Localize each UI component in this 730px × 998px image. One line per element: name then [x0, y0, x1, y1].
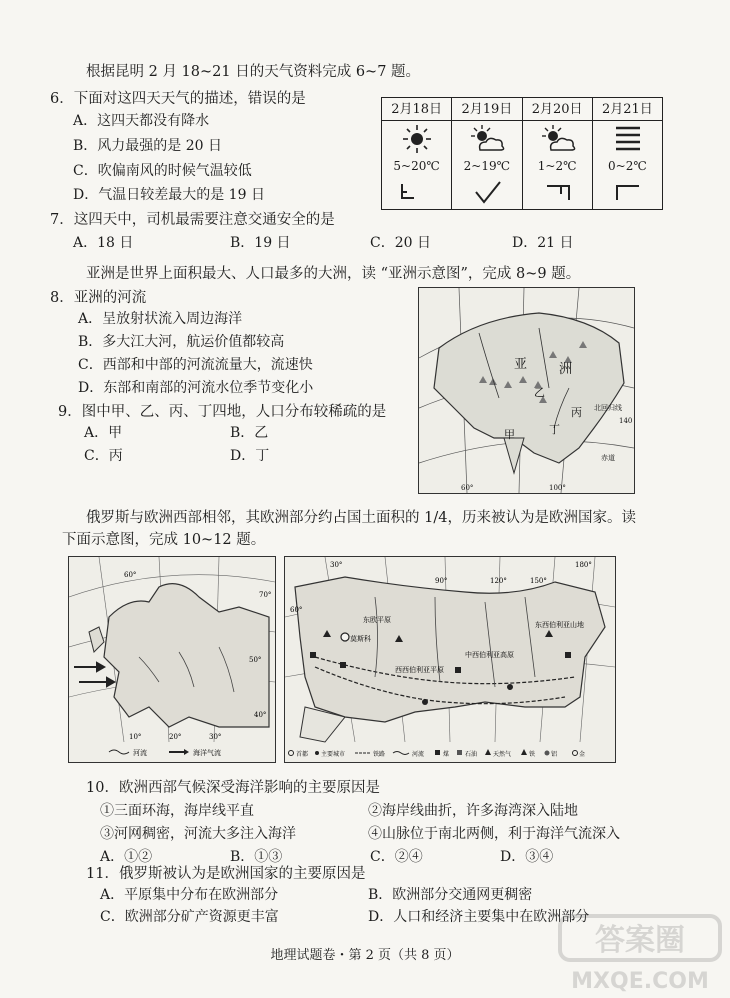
q10-option-d: D．③④: [500, 849, 554, 865]
sun-cloud-icon: [452, 122, 521, 156]
q6-option-b: B．风力最强的是 20 日: [73, 138, 223, 154]
q10-item-1: ①三面环海，海岸线平直: [100, 803, 254, 819]
weather-day-4: [592, 98, 662, 209]
q10-item-4: ④山脉位于南北两侧，利于海洋气流深入: [368, 826, 620, 842]
intro-6-7: 根据昆明 2 月 18~21 日的天气资料完成 6~7 题。: [86, 64, 421, 80]
russia-label-range: 东西伯利亚山地: [535, 621, 584, 629]
europe-map: [68, 556, 276, 763]
weather-table: [381, 97, 663, 210]
weather-day-3: [522, 98, 592, 209]
weather-date: 2月19日: [452, 100, 521, 121]
q6-stem: 6．下面对这四天天气的描述，错误的是: [50, 91, 306, 107]
q10-option-c: C．②④: [370, 849, 423, 865]
legend-rail: 铁路: [373, 751, 386, 758]
q11-option-a: A．平原集中分布在欧洲部分: [100, 887, 279, 903]
weather-day-2: [451, 98, 521, 209]
q10-item-2: ②海岸线曲折，许多海湾深入陆地: [368, 803, 578, 819]
wind-barb-icon: [382, 178, 451, 206]
legend-capital: 首都: [296, 751, 309, 758]
weather-date: 2月20日: [523, 100, 592, 121]
legend-oil: 石油: [465, 751, 478, 758]
q9-option-a: A．甲: [84, 425, 123, 441]
q7-option-a: A．18 日: [73, 235, 134, 251]
legend-river: 河流: [412, 751, 425, 758]
svg-text:MXQE.COM: MXQE.COM: [571, 969, 709, 994]
q10-stem: 10．欧洲西部气候深受海洋影响的主要原因是: [86, 780, 380, 796]
weather-temp: 1~2℃: [537, 159, 577, 173]
asia-label-yi: 乙: [534, 386, 545, 399]
q11-stem: 11．俄罗斯被认为是欧洲国家的主要原因是: [86, 866, 366, 882]
russia-legend: [289, 749, 586, 758]
q10-option-b: B．①③: [230, 849, 283, 865]
q7-stem: 7．这四天中，司机最需要注意交通安全的是: [50, 212, 335, 228]
watermark-logo: [556, 910, 726, 994]
q10-item-3: ③河网稠密，河流大多注入海洋: [100, 826, 296, 842]
russia-label-plateau: 中西伯利亚高原: [465, 651, 514, 659]
europe-tick-20: 20°: [169, 733, 182, 741]
russia-tick-150: 150°: [530, 577, 547, 585]
overcast-icon: [593, 122, 662, 156]
weather-temp: 2~19℃: [463, 159, 511, 173]
russia-tick-120: 120°: [490, 577, 507, 585]
asia-label-bing: 丙: [571, 406, 582, 419]
moscow-capital-icon: [341, 633, 349, 641]
europe-legend: [109, 748, 221, 757]
sun-cloud-icon: [523, 122, 592, 156]
asia-label-equator: 赤道: [601, 454, 615, 462]
asia-tick-100: 100°: [549, 484, 566, 492]
page-footer: 地理试题卷・第 2 页（共 8 页）: [270, 948, 460, 963]
q8-option-a: A．呈放射状流入周边海洋: [78, 311, 243, 327]
europe-tick-10: 10°: [129, 733, 142, 741]
russia-tick-60: 60°: [290, 606, 303, 614]
europe-tick-30: 30°: [209, 733, 222, 741]
q8-stem: 8．亚洲的河流: [50, 290, 147, 306]
weather-temp: 5~20℃: [393, 159, 440, 173]
weather-temp: 0~2℃: [608, 159, 647, 173]
q9-stem: 9．图中甲、乙、丙、丁四地，人口分布较稀疏的是: [58, 404, 387, 420]
q8-option-d: D．东部和南部的河流水位季节变化小: [78, 380, 314, 396]
q10-option-a: A．①②: [100, 849, 153, 865]
sunny-icon: [382, 122, 451, 156]
legend-river: 河流: [133, 749, 147, 757]
weather-date: 2月18日: [382, 100, 451, 121]
asia-map: [418, 287, 635, 494]
russia-label-plain2: 西西伯利亚平原: [395, 666, 444, 674]
asia-label-tropic: 北回归线: [594, 404, 622, 412]
q11-option-b: B．欧洲部分交通网更稠密: [368, 887, 533, 903]
asia-label-ding: 丁: [549, 423, 560, 436]
legend-city: 主要城市: [321, 751, 346, 758]
asia-label-zhou: 洲: [559, 362, 573, 377]
asia-tick-140: 140: [619, 417, 633, 425]
russia-tick-90: 90°: [435, 577, 448, 585]
asia-label-jia: 甲: [504, 428, 515, 441]
q7-option-b: B．19 日: [230, 235, 291, 251]
q8-option-c: C．西部和中部的河流流量大，流速快: [78, 357, 313, 373]
q11-option-d: D．人口和经济主要集中在欧洲部分: [368, 909, 590, 925]
russia-tick-180: 180°: [575, 561, 592, 569]
asia-label-ya: 亚: [514, 357, 528, 372]
wind-barb-icon: [523, 178, 592, 206]
asia-tick-60: 60°: [461, 484, 474, 492]
q7-option-c: C．20 日: [370, 235, 431, 251]
q9-option-b: B．乙: [230, 425, 269, 441]
wind-barb-icon: [452, 178, 521, 206]
russia-label-plain1: 东欧平原: [363, 616, 391, 624]
legend-iron: 铁: [529, 751, 536, 758]
intro-8-9: 亚洲是世界上面积最大、人口最多的大洲，读 “亚洲示意图”，完成 8~9 题。: [86, 266, 581, 282]
legend-wind: 海洋气流: [193, 749, 221, 757]
europe-tick-40: 40°: [254, 711, 267, 719]
europe-tick-50: 50°: [249, 656, 262, 664]
q9-option-c: C．丙: [84, 448, 123, 464]
q6-option-d: D．气温日较差最大的是 19 日: [73, 187, 265, 203]
q6-option-c: C．吹偏南风的时候气温较低: [73, 163, 252, 179]
russia-tick-30: 30°: [330, 561, 343, 569]
q8-option-b: B．多大江大河，航运价值都较高: [78, 334, 285, 350]
legend-coal: 煤: [443, 751, 450, 758]
weather-date: 2月21日: [593, 100, 662, 121]
q9-option-d: D．丁: [230, 448, 270, 464]
europe-tick-70: 70°: [259, 591, 272, 599]
legend-gas: 天然气: [493, 751, 512, 758]
q11-option-c: C．欧洲部分矿产资源更丰富: [100, 909, 279, 925]
intro-10-12-line2: 下面示意图，完成 10~12 题。: [62, 532, 266, 548]
q7-option-d: D．21 日: [512, 235, 574, 251]
q6-option-a: A．这四天都没有降水: [73, 113, 210, 129]
europe-tick-60: 60°: [124, 571, 137, 579]
legend-al: 铝: [551, 751, 558, 758]
wind-barb-icon: [593, 178, 662, 206]
svg-text:答案圈: 答案圈: [595, 923, 685, 958]
legend-gold: 金: [579, 751, 586, 758]
intro-10-12-line1: 俄罗斯与欧洲西部相邻，其欧洲部分约占国土面积的 1/4，历来被认为是欧洲国家。读: [86, 510, 636, 526]
russia-label-moscow: 莫斯科: [350, 635, 371, 643]
russia-map: [284, 556, 616, 763]
weather-day-1: [382, 98, 451, 209]
